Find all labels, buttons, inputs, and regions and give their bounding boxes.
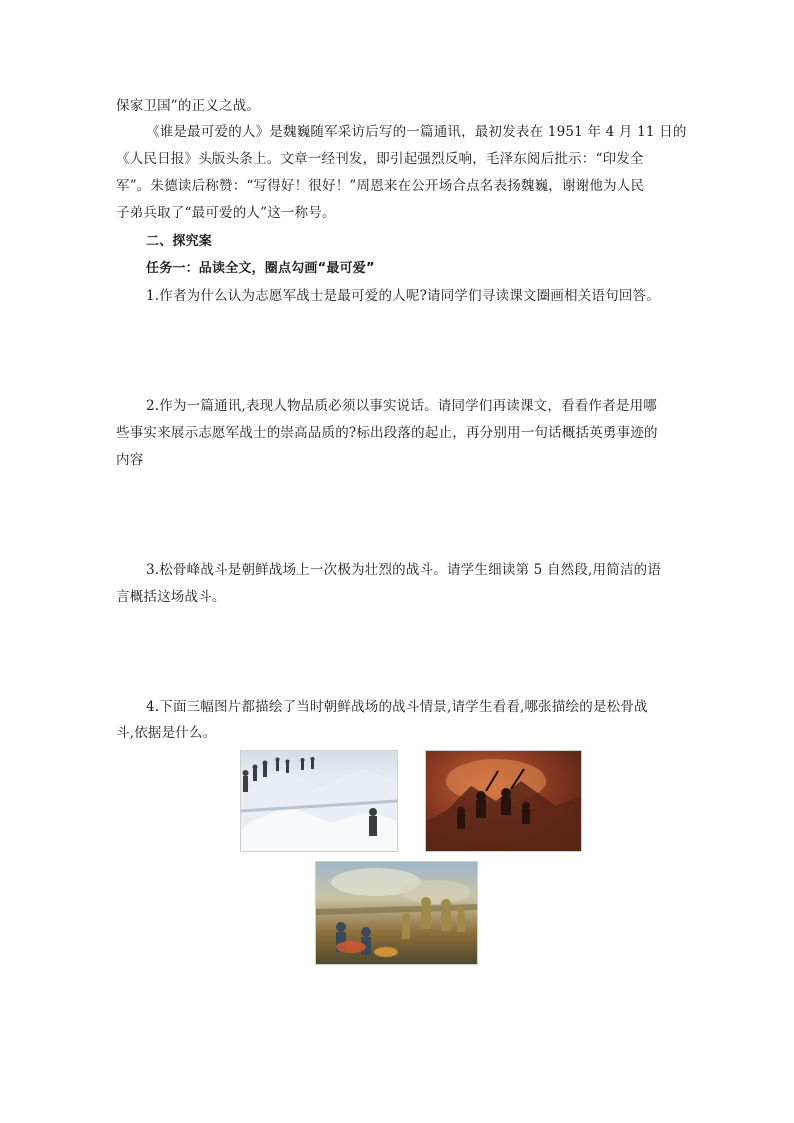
question-2-line: 内容	[116, 452, 144, 468]
battle-picture-snow	[240, 750, 398, 852]
paragraph-line: 保家卫国”的正义之战。	[116, 98, 261, 114]
question-2-line: 些事实来展示志愿军战士的崇高品质的?标出段落的起止，再分别用一句话概括英勇事迹的	[116, 425, 658, 441]
question-3-line: 言概括这场战斗。	[116, 589, 226, 605]
paragraph-line: 《谁是最可爱的人》是魏巍随军采访后写的一篇通讯，最初发表在 1951 年 4 月 11 日的	[146, 124, 687, 140]
question-2-line: 2.作为一篇通讯,表现人物品质必须以事实说话。请同学们再读课文，看看作者是用哪	[146, 398, 657, 414]
question-4-line: 4.下面三幅图片都描绘了当时朝鲜战场的战斗情景,请学生看看,哪张描绘的是松骨战	[146, 699, 648, 715]
battle-picture-charge	[315, 861, 478, 965]
snow-scene-image	[241, 751, 397, 851]
section-heading: 二、探究案	[146, 234, 213, 249]
paragraph-line: 子弟兵取了“最可爱的人”这一称号。	[116, 205, 336, 221]
question-4-line: 斗,依据是什么。	[116, 725, 217, 741]
paragraph-line: 军”。朱德读后称赞：“写得好！很好！”周恩来在公开场合点名表扬魏巍，谢谢他为人民	[116, 178, 645, 194]
question-1: 1.作者为什么认为志愿军战士是最可爱的人呢?请同学们寻读课文圈画相关语句回答。	[146, 288, 660, 304]
task-heading: 任务一：品读全文，圈点勾画“最可爱”	[146, 261, 375, 276]
fire-scene-image	[426, 751, 581, 851]
battle-picture-fire	[425, 750, 582, 852]
paragraph-line: 《人民日报》头版头条上。文章一经刊发，即引起强烈反响，毛泽东阅后批示：“印发全	[116, 151, 644, 167]
charge-scene-image	[316, 862, 477, 964]
question-3-line: 3.松骨峰战斗是朝鲜战场上一次极为壮烈的战斗。请学生细读第 5 自然段,用简洁的语	[146, 562, 662, 578]
